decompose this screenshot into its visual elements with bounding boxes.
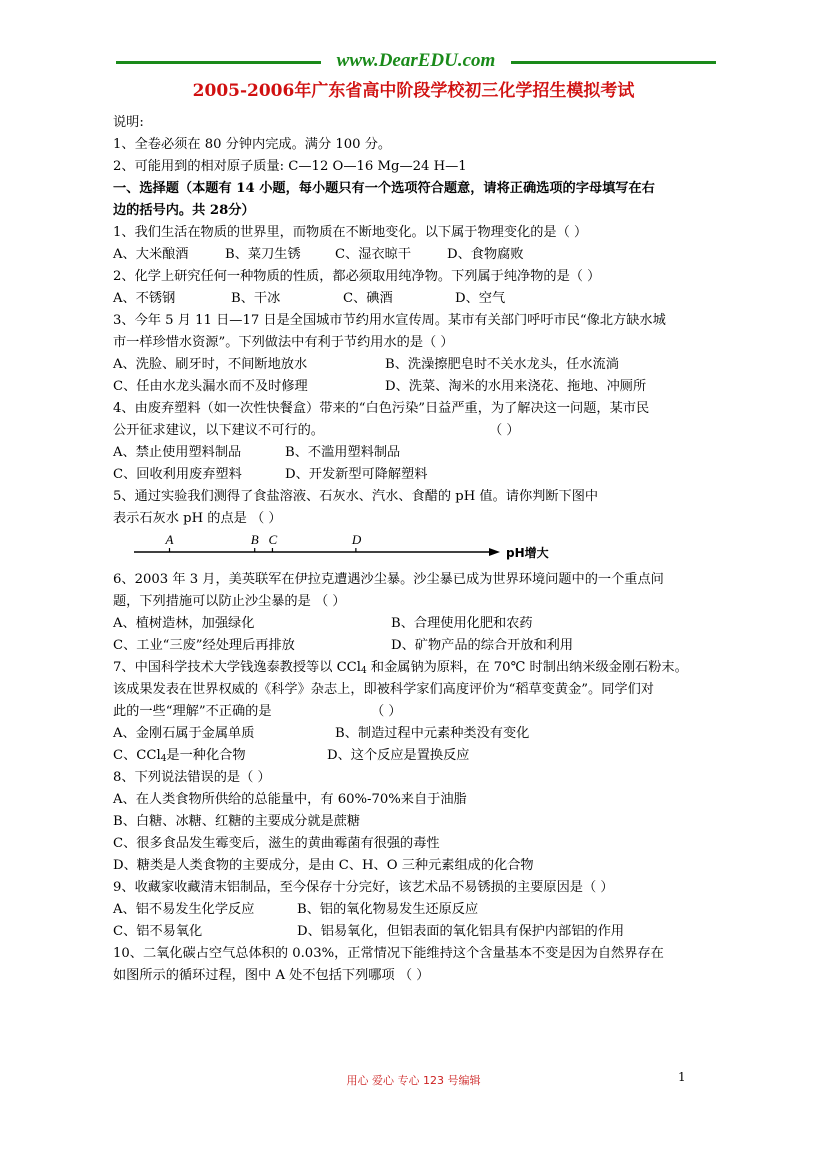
q5-stem-line-1: 5、通过实验我们测得了食盐溶液、石灰水、汽水、食醋的 pH 值。请你判断下图中: [113, 489, 599, 504]
q6-options-row-1: [113, 614, 713, 633]
q2-options: [113, 289, 713, 308]
q5-stem-line-2: 表示石灰水 pH 的点是 （ ）: [113, 511, 282, 526]
q4-option-c[interactable]: C、回收利用废弃塑料: [113, 467, 242, 482]
q1-option-d[interactable]: D、食物腐败: [447, 247, 524, 262]
q8-option-a[interactable]: A、在人类食物所供给的总能量中，有 60%-70%来自于油脂: [113, 792, 467, 807]
q9-stem: 9、收藏家收藏清末铝制品，至今保存十分完好，该艺术品不易锈损的主要原因是（ ）: [113, 880, 614, 895]
q7-options-row-2: [113, 746, 713, 765]
q7-stem-line-1-a: 7、中国科学技术大学钱逸泰教授等以 CCl: [113, 660, 361, 675]
q3-option-d[interactable]: D、洗菜、淘米的水用来浇花、拖地、冲厕所: [385, 379, 647, 394]
section-heading-line-1: 一、选择题（本题有 14 小题，每小题只有一个选项符合题意，请将正确选项的字母填写在右: [113, 181, 655, 196]
q9-option-b[interactable]: B、铝的氧化物易发生还原反应: [297, 902, 479, 917]
q4-option-b[interactable]: B、不滥用塑料制品: [285, 445, 401, 460]
q3-option-a[interactable]: A、洗脸、刷牙时，不间断地放水: [113, 357, 308, 372]
q4-stem-line-1: 4、由废弃塑料（如一次性快餐盒）带来的“白色污染”日益严重，为了解决这一问题，某市民: [113, 401, 650, 416]
q10-stem-line-2: 如图所示的循环过程，图中 A 处不包括下列哪项 （ ）: [113, 968, 430, 983]
site-banner: [116, 50, 716, 72]
q3-options-row-2: [113, 377, 713, 396]
q7-stem-line-3-row: [113, 702, 713, 721]
q9-option-a[interactable]: A、铝不易发生化学反应: [113, 902, 255, 917]
q7-option-a[interactable]: A、金刚石属于金属单质: [113, 726, 255, 741]
q4-option-a[interactable]: A、禁止使用塑料制品: [113, 445, 242, 460]
q4-stem-line-2-row: [113, 421, 713, 440]
q4-options-row-2: [113, 465, 713, 484]
q2-stem: 2、化学上研究任何一种物质的性质，都必须取用纯净物。下列属于纯净物的是（ ）: [113, 269, 601, 284]
q7-option-b[interactable]: B、制造过程中元素种类没有变化: [335, 726, 530, 741]
q7-stem-line-3: 此的一些“理解”不正确的是: [113, 704, 272, 719]
site-url[interactable]: www.DearEDU.com: [336, 50, 496, 71]
q3-options-row-1: [113, 355, 713, 374]
q1-option-b[interactable]: B、菜刀生锈: [225, 247, 301, 262]
q7-option-c-subscript: 4: [160, 754, 167, 764]
page-number: 1: [678, 1070, 686, 1084]
instructions-heading: 说明:: [113, 115, 144, 130]
instructions-line-2: 2、可能用到的相对原子质量: C—12 O—16 Mg—24 H—1: [113, 159, 467, 174]
q7-stem-line-1: [113, 658, 688, 677]
q2-option-b[interactable]: B、干冰: [231, 291, 281, 306]
page-footer: 用心 爱心 专心 123 号编辑: [346, 1074, 481, 1087]
ph-point-label-c: C: [268, 532, 278, 547]
q6-option-a[interactable]: A、植树造林，加强绿化: [113, 616, 255, 631]
q1-option-c[interactable]: C、湿衣晾干: [335, 247, 412, 262]
q10-stem-line-1: 10、二氧化碳占空气总体积的 0.03%，正常情况下能维持这个含量基本不变是因为自然界存在: [113, 946, 664, 961]
ph-axis-label: pH增大: [506, 546, 549, 560]
banner-divider-right: [511, 61, 716, 64]
q6-option-b[interactable]: B、合理使用化肥和农药: [391, 616, 533, 631]
q7-option-c[interactable]: [113, 746, 246, 765]
q1-stem: 1、我们生活在物质的世界里，而物质在不断地变化。以下属于物理变化的是（ ）: [113, 225, 588, 240]
q2-option-d[interactable]: D、空气: [455, 291, 506, 306]
q4-stem-line-2: 公开征求建议，以下建议不可行的。: [113, 423, 324, 438]
q2-option-c[interactable]: C、碘酒: [343, 291, 393, 306]
q1-options: [113, 245, 713, 264]
q9-option-d[interactable]: D、铝易氧化，但铝表面的氧化铝具有保护内部铝的作用: [297, 924, 625, 939]
q8-option-c[interactable]: C、很多食品发生霉变后，滋生的黄曲霉菌有很强的毒性: [113, 836, 440, 851]
q9-option-c[interactable]: C、铝不易氧化: [113, 924, 203, 939]
q7-stem-subscript: 4: [360, 666, 367, 676]
q7-option-c-text: 是一种化合物: [166, 748, 246, 763]
q9-options-row-1: [113, 900, 713, 919]
q6-option-c[interactable]: C、工业“三废”经处理后再排放: [113, 638, 295, 653]
q4-answer-paren[interactable]: （ ）: [489, 423, 520, 438]
q6-option-d[interactable]: D、矿物产品的综合开放和利用: [391, 638, 574, 653]
section-heading-line-2: 边的括号内。共 28分）: [113, 203, 255, 218]
q3-option-c[interactable]: C、任由水龙头漏水而不及时修理: [113, 379, 308, 394]
exam-title: 2005-2006年广东省高中阶段学校初三化学招生模拟考试: [192, 81, 635, 101]
ph-axis-arrowhead: [489, 548, 500, 556]
q8-option-b[interactable]: B、白糖、冰糖、红糖的主要成分就是蔗糖: [113, 814, 361, 829]
q7-option-c-formula: C、CCl: [113, 748, 161, 763]
q7-options-row-1: [113, 724, 713, 743]
q1-option-a[interactable]: A、大米酿酒: [113, 247, 189, 262]
ph-point-label-b: B: [250, 532, 259, 547]
q4-options-row-1: [113, 443, 713, 462]
q7-option-d[interactable]: D、这个反应是置换反应: [327, 748, 470, 763]
ph-point-label-d: D: [351, 532, 362, 547]
q3-option-b[interactable]: B、洗澡擦肥皂时不关水龙头，任水流淌: [385, 357, 619, 372]
banner-divider-left: [116, 61, 321, 64]
q4-option-d[interactable]: D、开发新型可降解塑料: [285, 467, 428, 482]
q9-options-row-2: [113, 922, 713, 941]
ph-point-label-a: A: [165, 532, 174, 547]
q3-stem-line-2: 市一样珍惜水资源”。下列做法中有利于节约用水的是（ ）: [113, 335, 454, 350]
q8-stem: 8、下列说法错误的是（ ）: [113, 770, 271, 785]
q6-stem-line-1: 6、2003 年 3 月，美英联军在伊拉克遭遇沙尘暴。沙尘暴已成为世界环境问题中的一个重点问: [113, 572, 664, 587]
q8-option-d[interactable]: D、糖类是人类食物的主要成分，是由 C、H、O 三种元素组成的化合物: [113, 858, 534, 873]
q6-options-row-2: [113, 636, 713, 655]
q7-stem-line-2: 该成果发表在世界权威的《科学》杂志上，即被科学家们高度评价为“稻草变黄金”。同学们对: [113, 682, 654, 697]
ph-axis-points: [165, 532, 362, 552]
q7-stem-line-1-b: 和金属钠为原料，在 70℃ 时制出纳米级金刚石粉末。: [366, 660, 688, 675]
q3-stem-line-1: 3、今年 5 月 11 日—17 日是全国城市节约用水宣传周。某市有关部门呼吁市民“像北方缺水城: [113, 313, 666, 328]
q7-answer-paren[interactable]: （ ）: [371, 704, 402, 719]
q6-stem-line-2: 题，下列措施可以防止沙尘暴的是 （ ）: [113, 594, 346, 609]
ph-axis-svg: [134, 530, 604, 562]
ph-axis-figure: [134, 530, 604, 562]
q2-option-a[interactable]: A、不锈钢: [113, 291, 176, 306]
instructions-line-1: 1、全卷必须在 80 分钟内完成。满分 100 分。: [113, 137, 392, 152]
